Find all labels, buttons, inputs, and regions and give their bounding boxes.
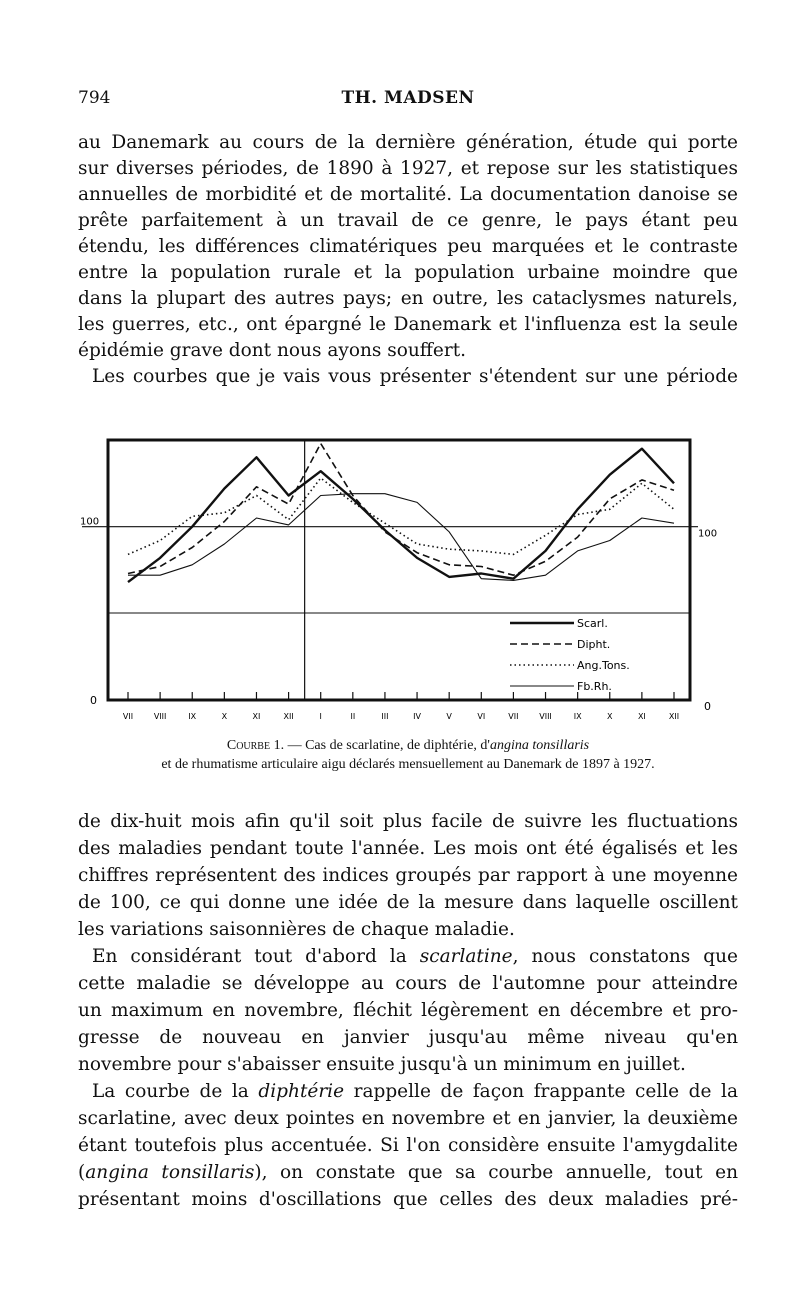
x-tick-label: XII — [283, 712, 294, 721]
text-line: novembre pour s'abaisser ensuite jusqu'à un minimum en juillet. — [78, 1054, 686, 1075]
y-label-100-left: 100 — [80, 516, 100, 528]
text-line: au Danemark au cours de la dernière génération, étude qui porte — [78, 132, 738, 153]
x-tick-label: IV — [413, 712, 421, 721]
text-line — [78, 1159, 738, 1186]
text-line: prête parfaitement à un travail de ce genre, le pays étant peu — [78, 210, 738, 231]
text-line: entre la population rurale et la population urbaine moindre que — [78, 262, 738, 283]
caption-text: Cas de scarlatine, de diphtérie, d' — [305, 738, 490, 753]
text-span: , nous constatons que — [512, 946, 738, 967]
x-tick-label: I — [319, 712, 322, 721]
legend-layer — [510, 617, 630, 693]
page-number: 794 — [78, 88, 111, 108]
caption-dash: — — [287, 738, 302, 753]
figure-chart — [78, 430, 738, 730]
x-tick-label: IX — [573, 712, 582, 721]
legend-label-2: Dipht. — [577, 638, 611, 651]
x-tick-label: XI — [252, 712, 261, 721]
x-tick-label: VI — [477, 712, 486, 721]
text-line: sur diverses périodes, de 1890 à 1927, et repose sur les statistiques — [78, 158, 738, 179]
series-line-1 — [128, 449, 674, 582]
text-line: Les courbes que je vais vous présenter s'étendent sur une période — [92, 366, 738, 387]
text-line: annuelles de morbidité et de mortalité. La documentation danoise se — [78, 184, 738, 205]
text-line: présentant moins d'oscillations que celles des deux maladies pré- — [78, 1189, 738, 1210]
italic-term-diphterie: diphtérie — [258, 1081, 345, 1102]
x-tick-label: VIII — [153, 712, 167, 721]
text-line — [78, 943, 738, 970]
legend-label-4: Fb.Rh. — [577, 680, 612, 693]
text-line: épidémie grave dont nous ayons souffert. — [78, 340, 467, 361]
seasonal-curves-chart — [78, 430, 738, 730]
y-label-0-left: 0 — [90, 694, 97, 707]
paragraph-bottom — [78, 808, 738, 1213]
caption-italic: angina tonsillaris — [489, 738, 590, 753]
text-line: les variations saisonnières de chaque maladie. — [78, 919, 515, 940]
x-tick-label: II — [350, 712, 356, 721]
caption-line-1 — [78, 736, 738, 755]
axes-layer — [80, 440, 717, 721]
x-tick-label: XII — [668, 712, 680, 721]
text-span: ( — [78, 1162, 86, 1183]
text-line — [78, 1078, 738, 1105]
text-line: étendu, les différences climatériques peu marquées et le contraste — [78, 236, 738, 257]
text-line: dans la plupart des autres pays; en outre, les cataclysmes naturels, — [78, 288, 738, 309]
legend-label-1: Scarl. — [577, 617, 608, 630]
text-line: scarlatine, avec deux pointes en novembre et en janvier, la deuxième — [78, 1108, 738, 1129]
text-line: cette maladie se développe au cours de l'automne pour atteindre — [78, 973, 738, 994]
text-span: En considérant tout d'abord la — [92, 946, 420, 967]
caption-label: Courbe 1. — [226, 738, 285, 753]
x-tick-label: X — [221, 712, 228, 721]
x-tick-label: VIII — [539, 712, 552, 721]
text-line: un maximum en novembre, fléchit légèrement en décembre et pro- — [78, 1000, 738, 1021]
paragraph-top — [78, 130, 738, 390]
text-line: les guerres, etc., ont épargné le Danemark et l'influenza est la seule — [78, 314, 738, 335]
x-tick-label: III — [381, 712, 389, 721]
figure-caption — [78, 736, 738, 774]
text-span: rappelle de façon frappante celle de la — [344, 1081, 738, 1102]
series-layer — [128, 444, 674, 583]
running-head: TH. MADSEN — [341, 88, 475, 108]
text-line: des maladies pendant toute l'année. Les mois ont été égalisés et les — [78, 838, 738, 859]
series-line-2 — [128, 444, 674, 576]
text-line: de 100, ce qui donne une idée de la mesure dans laquelle oscillent — [78, 892, 738, 913]
x-tick-label: VII — [508, 712, 519, 721]
text-line: étant toutefois plus accentuée. Si l'on considère ensuite l'amygdalite — [78, 1135, 738, 1156]
x-tick-label: XI — [637, 712, 646, 721]
text-line: de dix-huit mois afin qu'il soit plus facile de suivre les fluctuations — [78, 811, 738, 832]
text-span: La courbe de la — [92, 1081, 259, 1102]
page-header — [78, 88, 738, 112]
x-tick-label: V — [446, 712, 452, 721]
x-tick-label: X — [607, 712, 613, 721]
italic-term-angina: angina tonsillaris — [85, 1162, 255, 1183]
caption-line-2: et de rhumatisme articulaire aigu déclarés mensuellement au Danemark de 1897 à 1927. — [161, 757, 655, 772]
text-line: chiffres représentent des indices groupés par rapport à une moyenne — [78, 865, 738, 886]
text-span: ), on constate que sa courbe annuelle, tout en — [254, 1162, 738, 1183]
x-tick-label: IX — [188, 712, 197, 721]
y-label-100-right: 100 — [698, 528, 718, 540]
y-label-0-right: 0 — [704, 700, 711, 713]
text-line: gresse de nouveau en janvier jusqu'au même niveau qu'en — [78, 1027, 738, 1048]
italic-term-scarlatine: scarlatine — [419, 946, 513, 967]
legend-label-3: Ang.Tons. — [577, 659, 630, 672]
x-tick-label: VII — [122, 712, 134, 721]
